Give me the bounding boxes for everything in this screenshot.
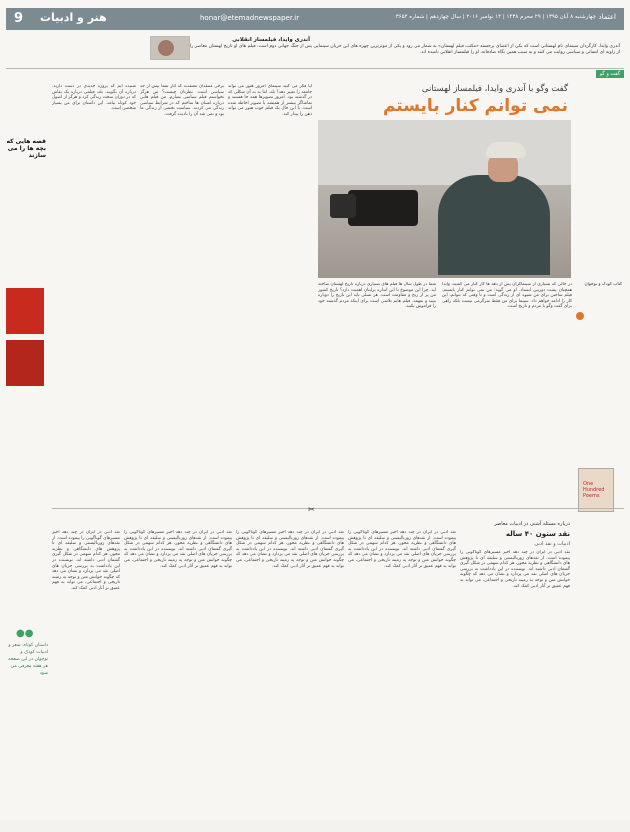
intro-text: آندری وایدا، کارگردان سینمای نام لهستانی است که یکی از اعضای برجسته «مکتب فیلم لهستان» به شمار می رود و یکی از موثرترین چهره های این جریان سینمایی پس از جنگ جهانی دوم است. فیلم های او تاریخ لهستان معاصر را از زاویه ای انسانی و سیاسی روایت می کنند و به سبب همین نگاه صادقانه، او را فیلمساز انقلابی نامیده اند. — [190, 44, 620, 55]
side-box-text: داستان کوتاه، شعر و ادبیات کودک و نوجوان در این صفحه هر هفته معرفی می شود — [8, 643, 48, 676]
director-face — [488, 154, 518, 182]
interview-tag: گفت و گو — [596, 70, 624, 78]
newspaper-logo: اعتماد — [598, 13, 616, 21]
book-cover-1 — [6, 288, 44, 334]
article-column-4: برخی منتقدان معتقدند که آثار شما بیش از حد سیاسی است. نظرتان چیست؟ من هرگز نخواستم فیلم سیاسی بسازم. من فیلم هایی درباره انسان ها ساختم که در شرایط سیاسی زندگی می کردند. سیاست بخشی از زندگی ما بود و نمی شد آن را نادیده گرفت. — [140, 84, 224, 117]
film-camera — [348, 190, 418, 226]
article-kicker: گفت وگو با آندری وایدا، فیلمساز لهستانی — [421, 84, 568, 94]
author-portrait — [158, 40, 174, 56]
bottom-subtitle: ادبیات و نقد ادبی — [534, 541, 570, 547]
date-line: چهارشنبه ۸ آبان ۱۳۹۵ | ۲۹ محرم ۱۴۳۸ | ۱۴ نوامبر ۲۰۱۶ | سال چهاردهم | شماره ۳۶۵۴ — [395, 14, 596, 20]
article-column-5: شنیده ایم که پروژه جدیدی در دست دارید. درباره آن بگویید. بله، فیلمی درباره یک نقاش که در دوران سخت زندگی کرد و هرگز از اصول خود کوتاه نیامد. این داستان برای من بسیار شخصی است. — [52, 84, 136, 112]
bottom-title: نقد ستون ۴۰ ساله — [505, 530, 570, 538]
director-cap — [486, 142, 526, 158]
article-column-1: در حالی که بسیاری از سینماگران پس از دهه ها کار کنار می کشند، وایدا همچنان پشت دوربین ایستاد. او می گوید: من نمی توانم کنار بایستم. فیلم ساختن برای من شیوه ای از زندگی است و تا وقتی که بتوانم، این کار را ادامه خواهم داد. سینما برای من فقط سرگرمی نیست بلکه راهی برای گفت وگو با مردم و تاریخ است. — [442, 282, 572, 310]
bottom-column-5: نقد ادبی در ایران در چند دهه اخیر مسیرهای گوناگونی را پیموده است. از نقدهای ژورنالیستی و سلیقه ای تا پژوهش های دانشگاهی و نظریه محور، هر کدام سهمی در شکل گیری گفتمان ادبی داشته اند. نویسنده در این یادداشت به بررسی جریان های اصلی نقد می پردازد و نشان می دهد که چگونه خوانش متن و توجه به زمینه تاریخی و اجتماعی، می تواند به فهم عمیق تر آثار ادبی کمک کند. — [52, 530, 120, 591]
book-title: One Hundred Poems — [583, 481, 605, 499]
sidebar-column: کتاب کودک و نوجوان — [584, 282, 622, 287]
side-headline: قصه هایی که بچه ها را می سازند — [6, 138, 46, 159]
bottom-column-1: نقد ادبی در ایران در چند دهه اخیر مسیرهای گوناگونی را پیموده است. از نقدهای ژورنالیستی و سلیقه ای تا پژوهش های دانشگاهی و نظریه محور، هر کدام سهمی در شکل گیری گفتمان ادبی داشته اند. نویسنده در این یادداشت به بررسی جریان های اصلی نقد می پردازد و نشان می دهد که چگونه خوانش متن و توجه به زمینه تاریخی و اجتماعی، می تواند به فهم عمیق تر آثار ادبی کمک کند. — [460, 550, 570, 589]
main-photo — [318, 120, 571, 278]
director-figure — [438, 175, 550, 275]
camera-lens — [330, 194, 356, 218]
book-cover-3 — [578, 468, 614, 512]
divider-bottom — [52, 508, 624, 509]
green-dots-icon: ●● — [16, 628, 34, 639]
section-email: honar@etemadnewspaper.ir — [200, 14, 300, 22]
article-column-3: آیا فکر می کنید سینمای امروز هنوز می تواند جامعه را تغییر دهد؟ بله، اما نه به آن شکلی که در گذشته بود. امروز تصویرها همه جا هستند و تماشاگر بیشتر از همیشه با تصویر احاطه شده است. با این حال یک فیلم خوب هنوز می تواند ذهن را بیدار کند. — [228, 84, 312, 117]
bottom-column-4: نقد ادبی در ایران در چند دهه اخیر مسیرهای گوناگونی را پیموده است. از نقدهای ژورنالیستی و سلیقه ای تا پژوهش های دانشگاهی و نظریه محور، هر کدام سهمی در شکل گیری گفتمان ادبی داشته اند. نویسنده در این یادداشت به بررسی جریان های اصلی نقد می پردازد و نشان می دهد که چگونه خوانش متن و توجه به زمینه تاریخی و اجتماعی، می تواند به فهم عمیق تر آثار ادبی کمک کند. — [124, 530, 232, 569]
page-number: 9 — [14, 11, 24, 26]
section-title: هنر و ادبیات — [40, 11, 107, 24]
divider — [6, 68, 624, 69]
author-badge-icon — [576, 312, 584, 320]
intro-author: آندری وایدا، فیلمساز انقلابی — [232, 37, 310, 43]
bottom-column-2: نقد ادبی در ایران در چند دهه اخیر مسیرهای گوناگونی را پیموده است. از نقدهای ژورنالیستی و سلیقه ای تا پژوهش های دانشگاهی و نظریه محور، هر کدام سهمی در شکل گیری گفتمان ادبی داشته اند. نویسنده در این یادداشت به بررسی جریان های اصلی نقد می پردازد و نشان می دهد که چگونه خوانش متن و توجه به زمینه تاریخی و اجتماعی، می تواند به فهم عمیق تر آثار ادبی کمک کند. — [348, 530, 456, 569]
bottom-column-3: نقد ادبی در ایران در چند دهه اخیر مسیرهای گوناگونی را پیموده است. از نقدهای ژورنالیستی و سلیقه ای تا پژوهش های دانشگاهی و نظریه محور، هر کدام سهمی در شکل گیری گفتمان ادبی داشته اند. نویسنده در این یادداشت به بررسی جریان های اصلی نقد می پردازد و نشان می دهد که چگونه خوانش متن و توجه به زمینه تاریخی و اجتماعی، می تواند به فهم عمیق تر آثار ادبی کمک کند. — [236, 530, 344, 569]
book-cover-2 — [6, 340, 44, 386]
scissors-icon: ✂ — [308, 505, 315, 514]
article-title: نمی توانم کنار بایستم — [382, 96, 568, 116]
page-header — [6, 8, 624, 30]
article-column-2: شما در طول سال ها فیلم های بسیاری درباره تاریخ لهستان ساخته اید. چرا این موضوع تا این اندازه برایتان اهمیت دارد؟ تاریخ کشور من پر از رنج و مقاومت است. هر نسلی باید این تاریخ را دوباره ببیند و بفهمد. فیلم هایم تلاشی است برای اینکه مردم گذشته خود را فراموش نکنند. — [318, 282, 436, 310]
bottom-kicker: درباره مسئله آشتی در ادبیات معاصر — [494, 521, 570, 527]
